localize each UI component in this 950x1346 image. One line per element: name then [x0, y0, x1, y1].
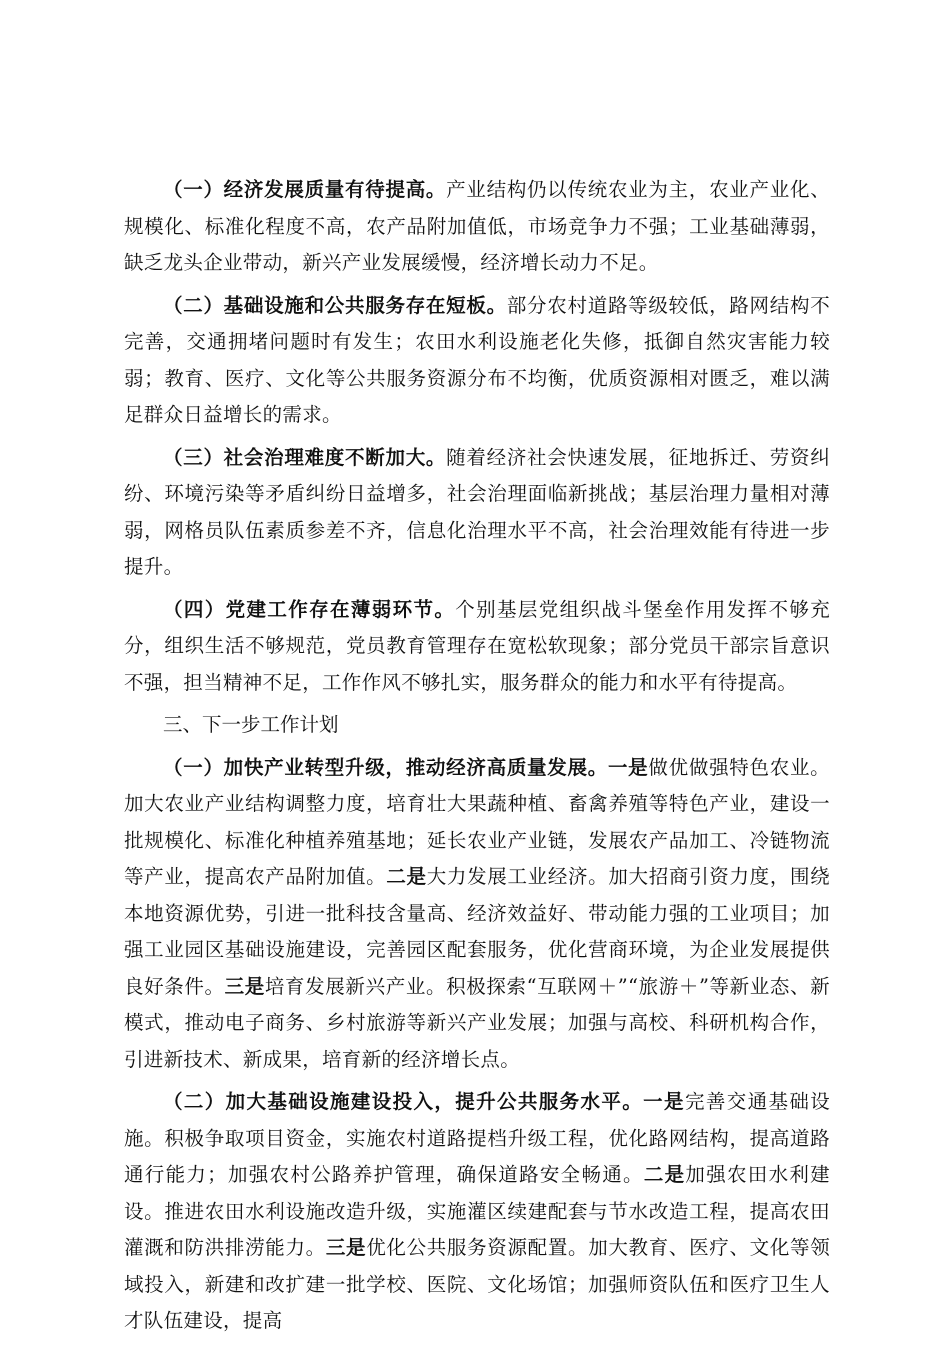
paragraph-text: 大力发展工业经济。加大招商引资力度，围绕本地资源优势，引进一批科技含量高、经济效益好、带动能力强的工业项目；加强工业园区基础设施建设，完善园区配套服务，优化营商环境，为企业发展提供良好条件。: [124, 865, 830, 998]
paragraph-text: 培育发展新兴产业。积极探索“互联网＋”“旅游＋”等新业态、新模式，推动电子商务、乡村旅游等新兴产业发展；加强与高校、科研机构合作，引进新技术、新成果，培育新的经济增长点。: [124, 974, 830, 1071]
document-body: [124, 172, 830, 1346]
paragraph-text: 做优做强特色农业。加大农业产业结构调整力度，培育壮大果蔬种植、畜禽养殖等特色产业，建设一批规模化、标准化种植养殖基地；延长农业产业链，发展农产品加工、冷链物流等产业，提高农产品附加值。: [124, 755, 830, 888]
paragraph-industry-upgrade: [124, 750, 830, 1079]
paragraph-text: 随着经济社会快速发展，征地拆迁、劳资纠纷、环境污染等矛盾纠纷日益增多，社会治理面临新挑战；基层治理力量相对薄弱，网格员队伍素质参差不齐，信息化治理水平不高，社会治理效能有待进一步提升。: [124, 445, 831, 578]
paragraph-heading: （一）加快产业转型升级，推动经济高质量发展。: [163, 755, 608, 779]
paragraph-party-building: [124, 592, 830, 702]
paragraph-text: 部分农村道路等级较低，路网结构不完善，交通拥堵问题时有发生；农田水利设施老化失修，抵御自然灾害能力较弱；教育、医疗、文化等公共服务资源分布不均衡，优质资源相对匮乏，难以满足群众日益增长的需求。: [124, 293, 830, 426]
paragraph-text: 优化公共服务资源配置。加大教育、医疗、文化等领域投入，新建和改扩建一批学校、医院、文化场馆；加强师资队伍和医疗卫生人才队伍建设，提高: [124, 1236, 830, 1332]
section-heading-next-steps: [124, 707, 830, 744]
paragraph-governance: [124, 440, 830, 586]
paragraph-heading: （二）加大基础设施建设投入，提升公共服务水平。: [163, 1090, 644, 1113]
paragraph-text: 加强农田水利建设。推进农田水利设施改造升级，实施灌区续建配套与节水改造工程，提高农田灌溉和防洪排涝能力。: [124, 1163, 830, 1259]
item-marker-first: 一是: [607, 755, 649, 779]
paragraph-infrastructure-investment: [124, 1084, 830, 1340]
paragraph-heading: （四）党建工作存在薄弱环节。: [163, 597, 456, 621]
paragraph-infrastructure: [124, 288, 830, 434]
paragraph-text: 完善交通基础设施。积极争取项目资金，实施农村道路提档升级工程，优化路网结构，提高道路通行能力；加强农村公路养护管理，确保道路安全畅通。: [124, 1090, 830, 1186]
item-marker-second: 二是: [386, 865, 427, 888]
paragraph-economy: [124, 172, 830, 282]
paragraph-heading: （三）社会治理难度不断加大。: [163, 445, 447, 469]
paragraph-heading: （二）基础设施和公共服务存在短板。: [163, 293, 507, 317]
paragraph-text: 个别基层党组织战斗堡垒作用发挥不够充分，组织生活不够规范，党员教育管理存在宽松软现象；部分党员干部宗旨意识不强，担当精神不足，工作作风不够扎实，服务群众的能力和水平有待提高。: [124, 597, 830, 694]
paragraph-text: 产业结构仍以传统农业为主，农业产业化、规模化、标准化程度不高，农产品附加值低，市场竞争力不强；工业基础薄弱，缺乏龙头企业带动，新兴产业发展缓慢，经济增长动力不足。: [124, 178, 831, 274]
paragraph-heading: （一）经济发展质量有待提高。: [163, 178, 447, 201]
item-marker-third: 三是: [224, 974, 265, 998]
item-marker-first: 一是: [643, 1090, 685, 1113]
item-marker-second: 二是: [643, 1163, 686, 1186]
item-marker-third: 三是: [325, 1236, 367, 1259]
section-heading-text: 三、下一步工作计划: [163, 713, 339, 736]
